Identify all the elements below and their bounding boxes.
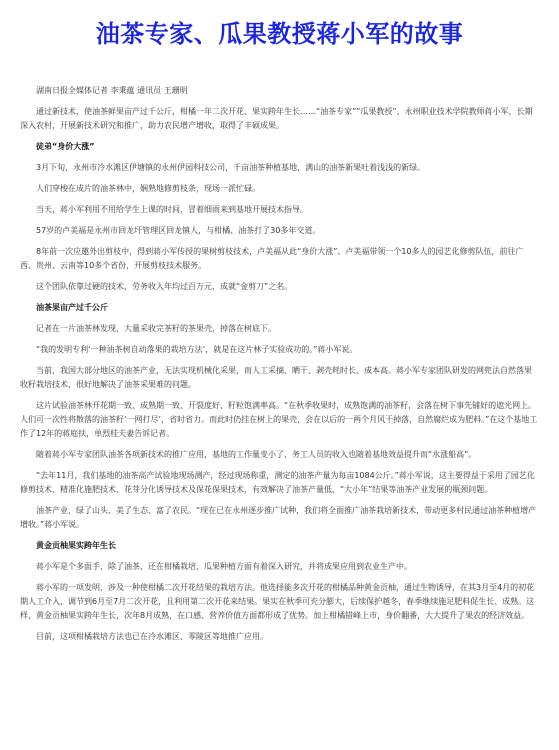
article-paragraph: 蒋小军的一项发明，涉及一种使柑橘二次开花结果的栽培方法。他选择能多次开花的柑橘品种黄金贡柚，通过生物诱导，在其3月至4月的初花期人工介入，调节到6月至7月二次开花，且利用第二次开花来结果。果实在秋季可充分膨大，后续保护越冬，春季继续施足肥料促生长、成熟。这样，黄金贡柚果实跨年生长，次年8月成熟，在口感、营养价值方面都形成了优势。加上柑橘错峰上市，身价翻番，大大提升了果农的经济效益。 (20, 583, 535, 620)
article-paragraph: “去年11月，我们基地的油茶高产试验地现场测产，经过现场称重，测定的油茶产量为每亩1084公斤。”蒋小军说，这主要得益于采用了园艺化修剪技术、精准化施肥技术、花芽分化诱导技术及保花保果技术，有效解决了油茶产量低、“大小年”结果等油茶产业发展的瓶颈问题。 (20, 471, 535, 494)
article-paragraph: 当天，蒋小军利用不用给学生上课的时间，冒着细雨来到基地开展技术指导。 (36, 205, 308, 214)
article-paragraph: 蒋小军是个多面手，除了油茶，还在柑橘栽培、瓜果种植方面有着深入研究，并将成果应用到农业生产中。 (36, 562, 412, 571)
article-paragraph: 随着蒋小军专家团队油茶各项新技术的推广应用，基地的工作量变小了，务工人员的收入也随着基地效益提升而“水涨船高”。 (36, 450, 477, 459)
section-heading: 徒弟“身价大涨” (36, 142, 95, 151)
article-paragraph: 8年前一次应邀外出剪枝中，得到蒋小军传授的果树剪枝技术，卢美福从此“身价大涨”。卢美福带领一个10多人的园艺化修剪队伍，前往广西、贵州、云南等10多个省份，开展剪枝技术服务。 (20, 247, 524, 270)
section-heading: 油茶果亩产过千公斤 (36, 303, 108, 312)
article-paragraph: “我的发明专利‘一种油茶树自动落果的栽培方法’，就是在这片林子实验成功的。”蒋小军说。 (36, 345, 358, 354)
article-body (20, 84, 539, 644)
byline: 湖南日报全媒体记者 李秉蕴 通讯员 王珊明 (36, 86, 188, 95)
article-paragraph: 当前，我国大部分地区的油茶产业，无法实现机械化采果，而人工采摘、晒干、剥壳耗时长、成本高。蒋小军专家团队研发的网兜法自然落果收籽栽培技术，很好地解决了油茶采果难的问题。 (20, 366, 532, 389)
page-title: 油茶专家、瓜果教授蒋小军的故事 (95, 20, 464, 48)
article-paragraph: 3月下旬，永州市冷水滩区伊塘镇的永州伊园科技公司，千亩油茶种植基地，满山的油茶新果吐着浅浅的新绿。 (36, 163, 426, 172)
article-paragraph: 通过新技术，使油茶鲜果亩产过千公斤，柑橘一年二次开花、果实跨年生长……“油茶专家”“瓜果教授”、永州职业技术学院教师蒋小军，长期深入农村，开展新技术研究和推广，助力农民增产增收，取得了丰硕成果。 (20, 107, 533, 130)
article-paragraph: 这片试验油茶林开花期一致、成熟期一致、开裂度好、籽粒饱满率高。“在秋季收果时，成熟饱满的油茶籽，会落在树下事先铺好的遮光网上。人们可一次性将散落的油茶籽‘一网打尽’，省时省力。而此时仍挂在树上的果壳，会在以后的一两个月风干掉落，自然腐烂成为肥料。”在这个基地工作了12年的蒋庭扶，单烈桂夫妻告诉记者。 (20, 401, 538, 438)
article-paragraph: 油茶产业，绿了山头、美了生态、富了农民。“现在已在永州逐步推广试种，我们将全面推广油茶栽培新技术，带动更多村民通过油茶种植增产增收。”蒋小军说。 (20, 506, 537, 529)
article-paragraph: 记者在一片油茶林发现，大量采收完茶籽的茶果壳，掉落在树底下。 (36, 324, 276, 333)
article-paragraph: 目前，这项柑橘栽培方法也已在冷水滩区、零陵区等地推广应用。 (36, 632, 268, 641)
article-paragraph: 这个团队依靠过硬的技术，劳务收入年均过百万元，成就“金剪刀”之名。 (36, 282, 293, 291)
section-heading: 黄金贡柚果实跨年生长 (36, 541, 116, 550)
article-paragraph: 人们穿梭在成片的油茶林中，娴熟地修剪枝条，现场一派忙碌。 (36, 184, 260, 193)
article-paragraph: 57岁的卢美福是永州市回龙圩管理区回龙镇人，与柑橘、油茶打了30多年交道。 (36, 226, 321, 235)
